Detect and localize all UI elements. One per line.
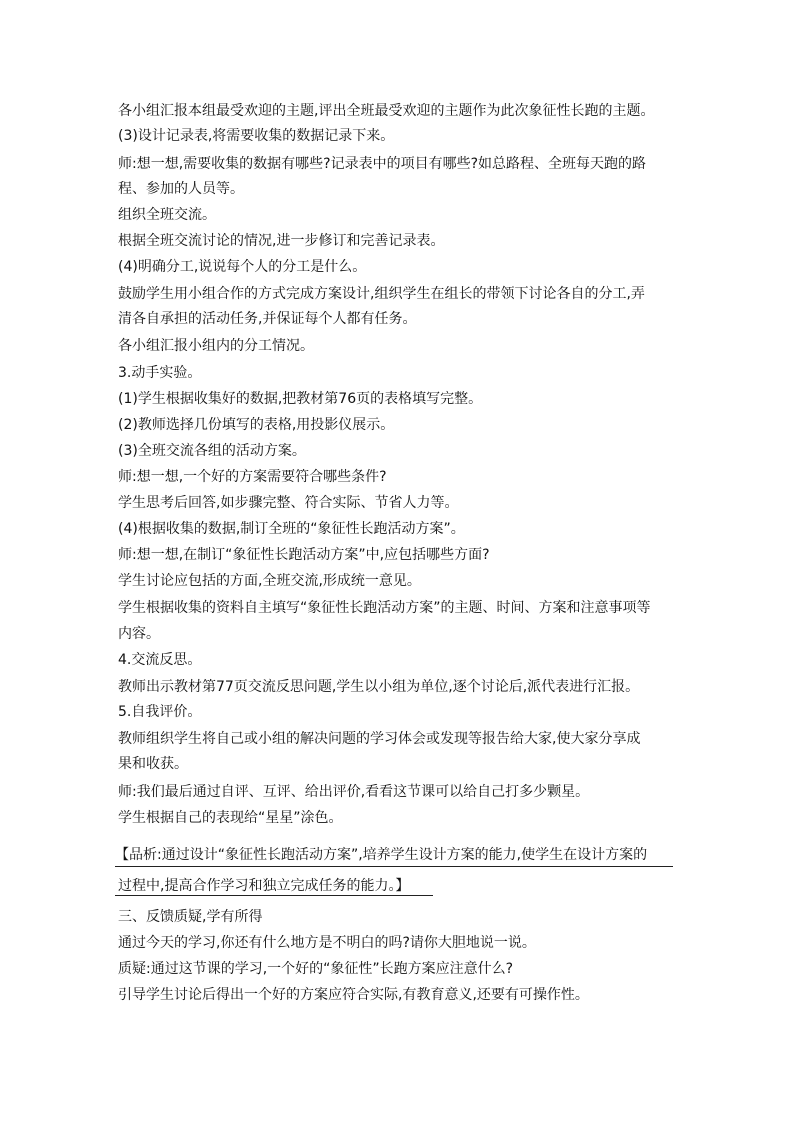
text-line: 教师出示教材第77页交流反思问题,学生以小组为单位,逐个讨论后,派代表进行汇报。 [118, 679, 640, 695]
text-line: 师:想一想,一个好的方案需要符合哪些条件? [118, 469, 387, 485]
text-line: 教师组织学生将自己或小组的解决问题的学习体会或发现等报告给大家,使大家分享成 [118, 731, 641, 747]
text-line: 学生根据收集的资料自主填写“象征性长跑活动方案”的主题、时间、方案和注意事项等 [118, 600, 651, 616]
text-line: 程、参加的人员等。 [118, 181, 244, 197]
text-line: 师:想一想,需要收集的数据有哪些?记录表中的项目有哪些?如总路程、全班每天跑的路 [118, 156, 647, 172]
text-line: 学生根据自己的表现给“星星”涂色。 [118, 810, 343, 826]
text-line: 学生思考后回答,如步骤完整、符合实际、节省人力等。 [118, 495, 459, 511]
text-line: (3)设计记录表,将需要收集的数据记录下来。 [118, 128, 395, 144]
text-line: 鼓励学生用小组合作的方式完成方案设计,组织学生在组长的带领下讨论各自的分工,弄 [118, 286, 645, 302]
text-line: 引导学生讨论后得出一个好的方案应符合实际,有教育意义,还要有可操作性。 [118, 987, 589, 1003]
text-line: 师:想一想,在制订“象征性长跑活动方案”中,应包括哪些方面? [118, 547, 490, 563]
text-line: (4)明确分工,说说每个人的分工是什么。 [118, 259, 367, 275]
text-line: 根据全班交流讨论的情况,进一步修订和完善记录表。 [118, 233, 445, 249]
pinxi-comment-line-2 [115, 873, 433, 896]
text-line: 各小组汇报小组内的分工情况。 [118, 338, 314, 354]
text-line: 各小组汇报本组最受欢迎的主题,评出全班最受欢迎的主题作为此次象征性长跑的主题。 [118, 103, 655, 119]
text-line: (4)根据收集的数据,制订全班的“象征性长跑活动方案”。 [118, 521, 465, 537]
text-line: 内容。 [118, 626, 160, 642]
text-line: 师:我们最后通过自评、互评、给出评价,看看这节课可以给自己打多少颗星。 [118, 784, 590, 800]
text-line: 组织全班交流。 [118, 207, 216, 223]
text-line: (2)教师选择几份填写的表格,用投影仪展示。 [118, 417, 395, 433]
text-line: 4.交流反思。 [118, 652, 202, 668]
text-line: 5.自我评价。 [118, 704, 202, 720]
text-line: 通过今天的学习,你还有什么地方是不明白的吗?请你大胆地说一说。 [118, 935, 536, 951]
text-line: (3)全班交流各组的活动方案。 [118, 443, 306, 459]
pinxi-comment-line-1 [115, 844, 673, 867]
text-line: 果和收获。 [118, 756, 188, 772]
text-line: 学生讨论应包括的方面,全班交流,形成统一意见。 [118, 573, 421, 589]
pinxi-text: 过程中,提高合作学习和独立完成任务的能力。】 [118, 878, 410, 894]
text-line: 清各自承担的活动任务,并保证每个人都有任务。 [118, 311, 417, 327]
text-line: 3.动手实验。 [118, 365, 202, 381]
text-line: (1)学生根据收集好的数据,把教材第76页的表格填写完整。 [118, 391, 483, 407]
section-heading: 三、反馈质疑,学有所得 [118, 909, 263, 925]
text-line: 质疑:通过这节课的学习,一个好的“象征性”长跑方案应注意什么? [118, 961, 514, 977]
pinxi-text: 【品析:通过设计“象征性长跑活动方案”,培养学生设计方案的能力,使学生在设计方案的 [115, 847, 648, 863]
